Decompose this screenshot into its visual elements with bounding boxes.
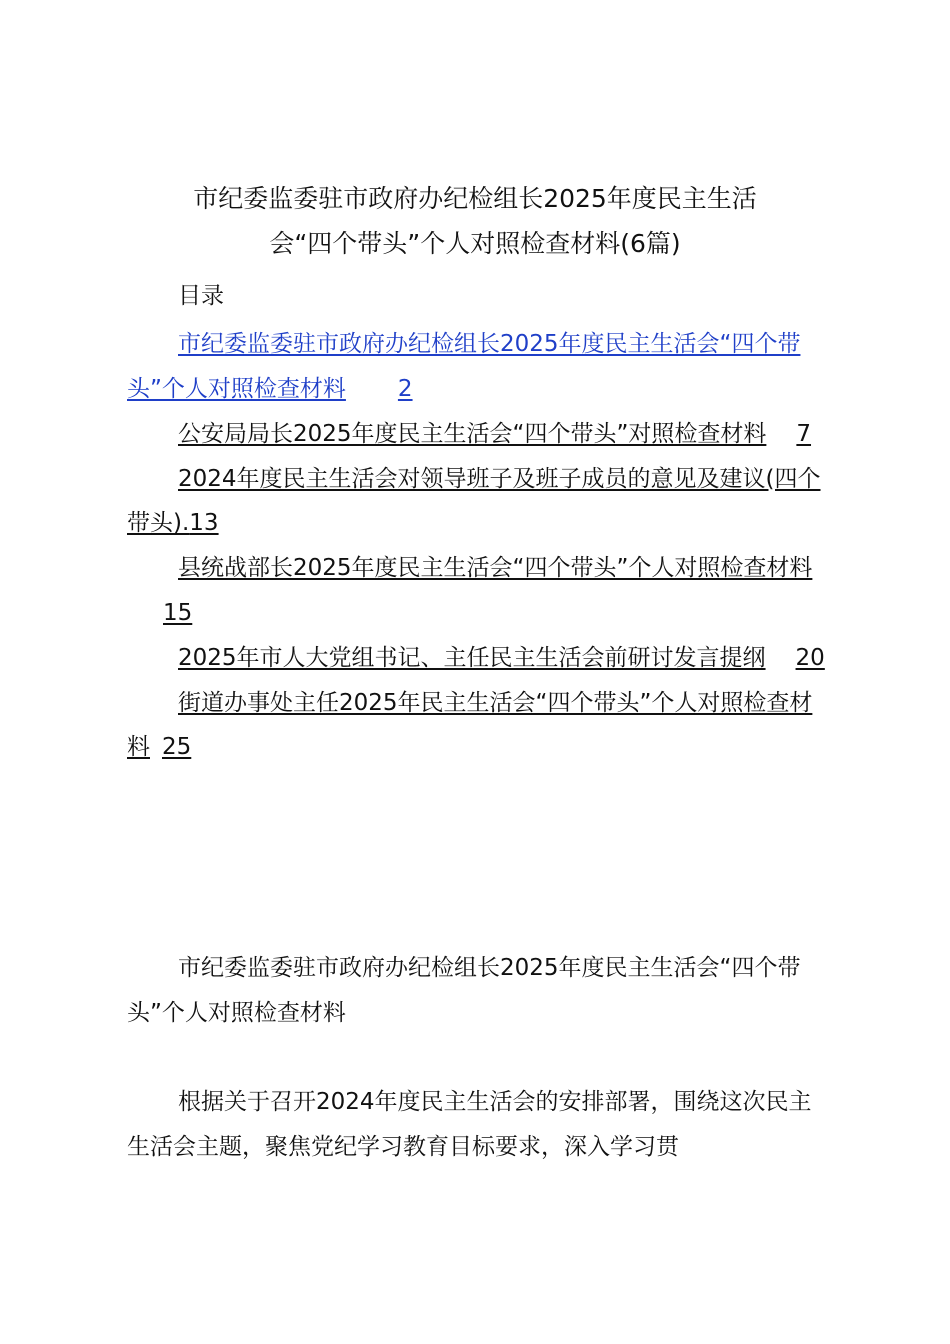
toc-entry-text: 公安局局长2025年度民主生活会“四个带头”对照检查材料 — [178, 420, 767, 447]
toc-entry-text: 2025年市人大党组书记、主任民主生活会前研讨发言提纲 — [178, 644, 766, 671]
document-title — [110, 176, 840, 266]
toc-entry-text: 2024年度民主生活会对领导班子及班子成员的意见及建议(四个带头). — [127, 465, 821, 536]
document-title-line-1: 市纪委监委驻市政府办纪检组长2025年度民主生活 — [193, 184, 757, 213]
toc-entry-2[interactable] — [127, 412, 827, 457]
toc-entry-text: 县统战部长2025年度民主生活会“四个带头”个人对照检查材料 — [178, 555, 813, 581]
toc-entry-page: 25 — [162, 734, 192, 760]
toc-entry-text: 市纪委监委驻市政府办纪检组长2025年度民主生活会“四个带头”个人对照检查材料 — [127, 331, 801, 402]
toc-entry-5[interactable] — [127, 636, 827, 681]
table-of-contents — [127, 322, 827, 770]
toc-entry-page: 2 — [397, 375, 413, 402]
toc-entry-page: 20 — [795, 644, 825, 671]
toc-heading: 目录 — [178, 283, 224, 309]
toc-entry-page: 13 — [189, 510, 219, 536]
toc-entry-page: 15 — [163, 599, 193, 626]
toc-entry-6[interactable] — [127, 681, 827, 770]
section-title: 市纪委监委驻市政府办纪检组长2025年度民主生活会“四个带头”个人对照检查材料 — [127, 955, 801, 1026]
toc-entry-page: 7 — [796, 420, 812, 447]
toc-entry-1[interactable] — [127, 322, 827, 411]
toc-entry-4[interactable] — [127, 546, 827, 635]
toc-entry-text: 街道办事处主任2025年民主生活会“四个带头”个人对照检查材料 — [127, 689, 813, 760]
toc-entry-3[interactable] — [127, 457, 827, 546]
document-title-line-2: 会“四个带头”个人对照检查材料(6篇) — [269, 229, 681, 258]
body-paragraph: 根据关于召开2024年度民主生活会的安排部署，围绕这次民主生活会主题，聚焦党纪学习教育目标要求，深入学习贯 — [127, 1089, 812, 1160]
